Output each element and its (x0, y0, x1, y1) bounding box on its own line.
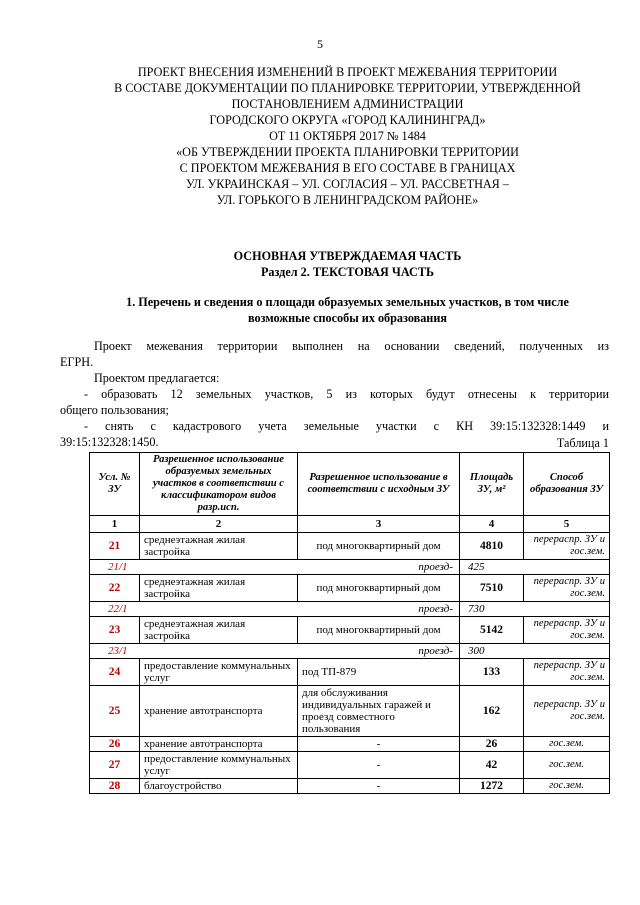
formation-method: перераспр. ЗУ и гос.зем. (524, 617, 610, 644)
formation-method: перераспр. ЗУ и гос.зем. (524, 686, 610, 737)
title-line: УЛ. УКРАИНСКАЯ – УЛ. СОГЛАСИЯ – УЛ. РАССВЕТНАЯ – (186, 177, 509, 191)
subplot-use: проезд- (418, 561, 453, 573)
title-line: УЛ. ГОРЬКОГО В ЛЕНИНГРАДСКОМ РАЙОНЕ» (216, 193, 479, 207)
plot-area: 26 (460, 737, 524, 752)
table-row (90, 533, 610, 560)
subplot-cell (90, 644, 460, 659)
column-number: 2 (140, 516, 298, 533)
plot-use: среднеэтажная жилая застройка (140, 533, 298, 560)
plot-use: хранение автотранспорта (140, 737, 298, 752)
document-title (60, 64, 635, 208)
subplot-id: 22/1 (108, 603, 128, 615)
plot-area: 42 (460, 752, 524, 779)
title-line: ПРОЕКТ ВНЕСЕНИЯ ИЗМЕНЕНИЙ В ПРОЕКТ МЕЖЕВАНИЯ ТЕРРИТОРИИ (137, 65, 558, 79)
plot-use: предоставление коммунальных услуг (140, 659, 298, 686)
subsection-line: возможные способы их образования (248, 311, 447, 325)
paragraph: Проектом предлагается: (94, 371, 220, 385)
plot-id: 26 (90, 737, 140, 752)
subplot-use: проезд- (418, 603, 453, 615)
formation-method: перераспр. ЗУ и гос.зем. (524, 575, 610, 602)
plot-use: благоустройство (140, 779, 298, 794)
source-use: под многоквартирный дом (298, 575, 460, 602)
paragraph: общего пользования; (60, 403, 169, 417)
subplot-area: 300 (460, 644, 610, 659)
subplot-area: 425 (460, 560, 610, 575)
formation-method: гос.зем. (524, 779, 610, 794)
column-number: 3 (298, 516, 460, 533)
body-text (60, 338, 609, 450)
plot-id: 21 (90, 533, 140, 560)
formation-method: гос.зем. (524, 737, 610, 752)
subplot-id: 23/1 (108, 645, 128, 657)
table-row (90, 686, 610, 737)
plot-area: 7510 (460, 575, 524, 602)
table-header-row (90, 453, 610, 516)
table-subrow (90, 602, 610, 617)
plot-id: 24 (90, 659, 140, 686)
subplot-use: проезд- (418, 645, 453, 657)
subplot-cell (90, 560, 460, 575)
source-use: под многоквартирный дом (298, 533, 460, 560)
source-use: под многоквартирный дом (298, 617, 460, 644)
column-header: Разрешенное использование образуемых земельных участков в соответствии с классификатором видов разр.исп. (140, 453, 298, 516)
title-line: ПОСТАНОВЛЕНИЕМ АДМИНИСТРАЦИИ (231, 97, 464, 111)
subsection-heading (60, 294, 635, 326)
plot-id: 27 (90, 752, 140, 779)
column-header: Разрешенное использование в соответствии с исходным ЗУ (298, 453, 460, 516)
plot-area: 1272 (460, 779, 524, 794)
subplot-cell (90, 602, 460, 617)
subsection-line: 1. Перечень и сведения о площади образуемых земельных участков, в том числе (126, 295, 569, 309)
plot-id: 22 (90, 575, 140, 602)
paragraph: ЕГРН. (60, 355, 94, 369)
column-number-row (90, 516, 610, 533)
column-number: 4 (460, 516, 524, 533)
title-line: ГОРОДСКОГО ОКРУГА «ГОРОД КАЛИНИНГРАД» (209, 113, 486, 127)
plot-area: 162 (460, 686, 524, 737)
title-line: В СОСТАВЕ ДОКУМЕНТАЦИИ ПО ПЛАНИРОВКЕ ТЕРРИТОРИИ, УТВЕРЖДЕННОЙ (114, 81, 581, 95)
plot-use: хранение автотранспорта (140, 686, 298, 737)
table-caption: Таблица 1 (556, 436, 609, 450)
subplot-area: 730 (460, 602, 610, 617)
source-use: - (298, 752, 460, 779)
formation-method: гос.зем. (524, 752, 610, 779)
table-subrow (90, 644, 610, 659)
column-header: Усл. № ЗУ (90, 453, 140, 516)
table-row (90, 659, 610, 686)
plot-area: 133 (460, 659, 524, 686)
table-row (90, 575, 610, 602)
column-number: 1 (90, 516, 140, 533)
subplot-id: 21/1 (108, 561, 128, 573)
source-use: для обслуживания индивидуальных гаражей и проезд совместного пользования (298, 686, 460, 737)
source-use: - (298, 737, 460, 752)
plot-use: предоставление коммунальных услуг (140, 752, 298, 779)
section-heading (60, 248, 635, 280)
table-row (90, 779, 610, 794)
plot-use: среднеэтажная жилая застройка (140, 617, 298, 644)
plot-id: 25 (90, 686, 140, 737)
column-number: 5 (524, 516, 610, 533)
paragraph: Проект межевания территории выполнен на основании сведений, полученных из (94, 339, 609, 353)
title-line: С ПРОЕКТОМ МЕЖЕВАНИЯ В ЕГО СОСТАВЕ В ГРАНИЦАХ (179, 161, 516, 175)
table-row (90, 737, 610, 752)
plot-use: среднеэтажная жилая застройка (140, 575, 298, 602)
plot-area: 5142 (460, 617, 524, 644)
formation-method: перераспр. ЗУ и гос.зем. (524, 533, 610, 560)
paragraph: - образовать 12 земельных участков, 5 из которых будут отнесены к территории (84, 387, 609, 401)
land-plots-table (89, 452, 610, 794)
table-subrow (90, 560, 610, 575)
plot-area: 4810 (460, 533, 524, 560)
column-header: Способ образования ЗУ (524, 453, 610, 516)
plot-id: 23 (90, 617, 140, 644)
column-header: Площадь ЗУ, м² (460, 453, 524, 516)
page-number: 5 (317, 37, 323, 51)
section-title: ОСНОВНАЯ УТВЕРЖДАЕМАЯ ЧАСТЬ (233, 249, 462, 263)
section-subtitle: Раздел 2. ТЕКСТОВАЯ ЧАСТЬ (260, 265, 435, 279)
paragraph: - снять с кадастрового учета земельные участки с КН 39:15:132328:1449 и (84, 419, 609, 433)
table-row (90, 752, 610, 779)
formation-method: перераспр. ЗУ и гос.зем. (524, 659, 610, 686)
table-row (90, 617, 610, 644)
plot-id: 28 (90, 779, 140, 794)
source-use: - (298, 779, 460, 794)
source-use: под ТП-879 (298, 659, 460, 686)
title-line: ОТ 11 ОКТЯБРЯ 2017 № 1484 (269, 129, 426, 143)
paragraph: 39:15:132328:1450. (60, 435, 159, 449)
title-line: «ОБ УТВЕРЖДЕНИИ ПРОЕКТА ПЛАНИРОВКИ ТЕРРИТОРИИ (176, 145, 519, 159)
